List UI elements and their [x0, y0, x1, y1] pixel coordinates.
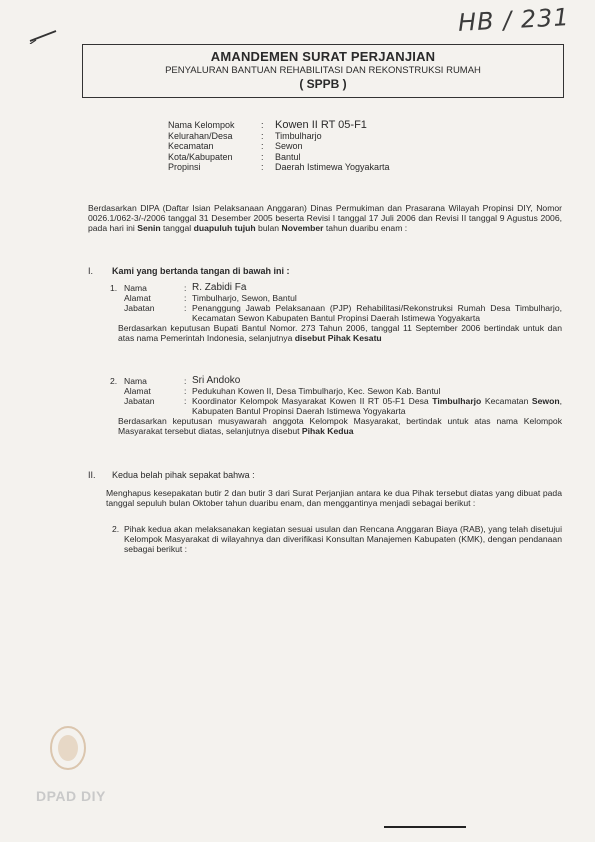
party-designation: disebut Pihak Kesatu	[294, 333, 382, 343]
intro-date: duapuluh tujuh	[193, 223, 256, 233]
info-label: Propinsi	[168, 162, 201, 172]
info-value: Sewon	[275, 141, 303, 151]
field-label: Jabatan	[124, 303, 155, 313]
handwritten-code: HB / 231	[457, 3, 571, 37]
colon: :	[184, 283, 187, 293]
description-text: Berdasarkan keputusan musyawarah anggota Kelompok Masyarakat, bertindak untuk atas nama Kelompok Masyarakat tersebut diatas, selanjutnya disebut	[118, 416, 562, 436]
party-description	[110, 323, 562, 343]
colon: :	[184, 396, 187, 406]
group-info	[168, 120, 390, 173]
party-2	[110, 376, 562, 436]
colon: :	[184, 293, 187, 303]
info-value: Timbulharjo	[275, 130, 322, 141]
party-address: Timbulharjo, Sewon, Bantul	[192, 293, 297, 303]
item-text: Pihak kedua akan melaksanakan kegiatan sesuai usulan dan Rencana Anggaran Biaya (RAB), yang telah disetujui Kelompok Masyarakat di wilayahnya dan diverifikasi Konsultan Manajemen Kabupaten (KMK), dengan pendanaan sebagai berikut :	[124, 524, 562, 554]
section-title: Kedua belah pihak sepakat bahwa :	[112, 470, 255, 480]
stamp-seal-icon	[48, 724, 88, 772]
field-label: Nama	[124, 283, 147, 293]
signature-line	[384, 826, 466, 828]
colon: :	[261, 151, 264, 162]
party-name: R. Zabidi Fa	[192, 282, 247, 293]
intro-text: Berdasarkan DIPA (Daftar Isian Pelaksanaan Anggaran) Dinas Permukiman dan Prasarana Wilayah Propinsi DIY, Nomor 0026.1/062-3/-/2006 tanggal 31 Desember 2005 beserta Revisi I tanggal 17 Juli 2006 dan Revisi II tanggal 9 Agustus 2006, pada hari ini	[88, 203, 562, 233]
party-description	[110, 416, 562, 436]
info-label: Kota/Kabupaten	[168, 151, 233, 162]
field-label: Nama	[124, 376, 147, 386]
section-2-heading	[88, 470, 255, 480]
party-position	[192, 396, 562, 416]
colon: :	[261, 162, 264, 172]
party-number: 2.	[110, 376, 118, 386]
colon: :	[184, 376, 187, 386]
colon: :	[184, 386, 187, 396]
position-village: Timbulharjo	[432, 396, 482, 406]
spacer	[110, 386, 124, 396]
section-title: Kami yang bertanda tangan di bawah ini :	[112, 266, 290, 276]
intro-paragraph	[88, 203, 562, 233]
info-value: Bantul	[275, 151, 301, 162]
spacer	[110, 303, 124, 323]
colon: :	[261, 141, 264, 151]
item-number: 2.	[112, 524, 120, 534]
section-number: I.	[88, 266, 94, 276]
section-1-heading	[88, 266, 290, 276]
party-row	[110, 376, 562, 386]
document-title: AMANDEMEN SURAT PERJANJIAN	[210, 49, 436, 64]
colon: :	[261, 120, 264, 130]
party-row	[110, 283, 562, 293]
info-row	[168, 152, 390, 163]
party-row	[110, 293, 562, 303]
info-value: Kowen II RT 05-F1	[275, 119, 367, 131]
intro-month: November	[281, 223, 324, 233]
colon: :	[184, 303, 187, 313]
section-number: II.	[88, 470, 96, 480]
party-row	[110, 303, 562, 323]
list-item	[112, 524, 562, 554]
info-label: Nama Kelompok	[168, 120, 235, 130]
party-designation: Pihak Kedua	[301, 426, 354, 436]
intro-day: Senin	[137, 223, 161, 233]
info-row	[168, 162, 390, 173]
field-label: Alamat	[124, 386, 151, 396]
party-1	[110, 283, 562, 343]
party-row	[110, 386, 562, 396]
spacer	[110, 396, 124, 416]
description-text: Berdasarkan keputusan Bupati Bantul Nomor. 273 Tahun 2006, tanggal 11 September 2006 bertindak untuk dan atas nama Pemerintah Indonesia, selanjutnya	[118, 323, 562, 343]
party-name: Sri Andoko	[192, 375, 241, 386]
archive-watermark: DPAD DIY	[36, 788, 106, 804]
position-district: Sewon	[531, 396, 560, 406]
info-row	[168, 120, 390, 131]
position-text: Kecamatan	[481, 396, 532, 406]
party-number: 1.	[110, 283, 118, 293]
party-address: Pedukuhan Kowen II, Desa Timbulharjo, Kec. Sewon Kab. Bantul	[192, 386, 441, 396]
field-label: Jabatan	[124, 396, 155, 406]
party-row	[110, 396, 562, 416]
document-code: ( SPPB )	[299, 77, 347, 91]
pen-mark-icon	[28, 28, 58, 44]
info-label: Kecamatan	[168, 141, 214, 151]
intro-text: bulan	[255, 223, 282, 233]
section-2-paragraph: Menghapus kesepakatan butir 2 dan butir 3 dari Surat Perjanjian antara ke dua Pihak tersebut diatas yang dibuat pada tanggal sepuluh bulan Oktober tahun duaribu enam, dan menggantinya menjadi sebagai berikut :	[106, 488, 562, 508]
document-subtitle: PENYALURAN BANTUAN REHABILITASI DAN REKONSTRUKSI RUMAH	[165, 65, 481, 76]
info-row	[168, 141, 390, 152]
intro-text: tanggal	[160, 223, 194, 233]
info-value: Daerah Istimewa Yogyakarta	[275, 162, 390, 172]
info-label: Kelurahan/Desa	[168, 130, 233, 141]
info-row	[168, 131, 390, 142]
field-label: Alamat	[124, 293, 151, 303]
colon: :	[261, 130, 264, 141]
spacer	[110, 293, 124, 303]
position-text: , Kabupaten Bantul Propinsi Daerah Istimewa Yogyakarta	[192, 396, 563, 416]
party-position: Penanggung Jawab Pelaksanaan (PJP) Rehabilitasi/Rekonstruksi Rumah Desa Timbulharjo, Kecamatan Sewon Kabupaten Bantul Propinsi Daerah Istimewa Yogyakarta	[192, 303, 562, 323]
position-text: Koordinator Kelompok Masyarakat Kowen II RT 05-F1 Desa	[192, 396, 433, 406]
title-box	[82, 44, 564, 98]
intro-text: tahun duaribu enam :	[323, 223, 408, 233]
